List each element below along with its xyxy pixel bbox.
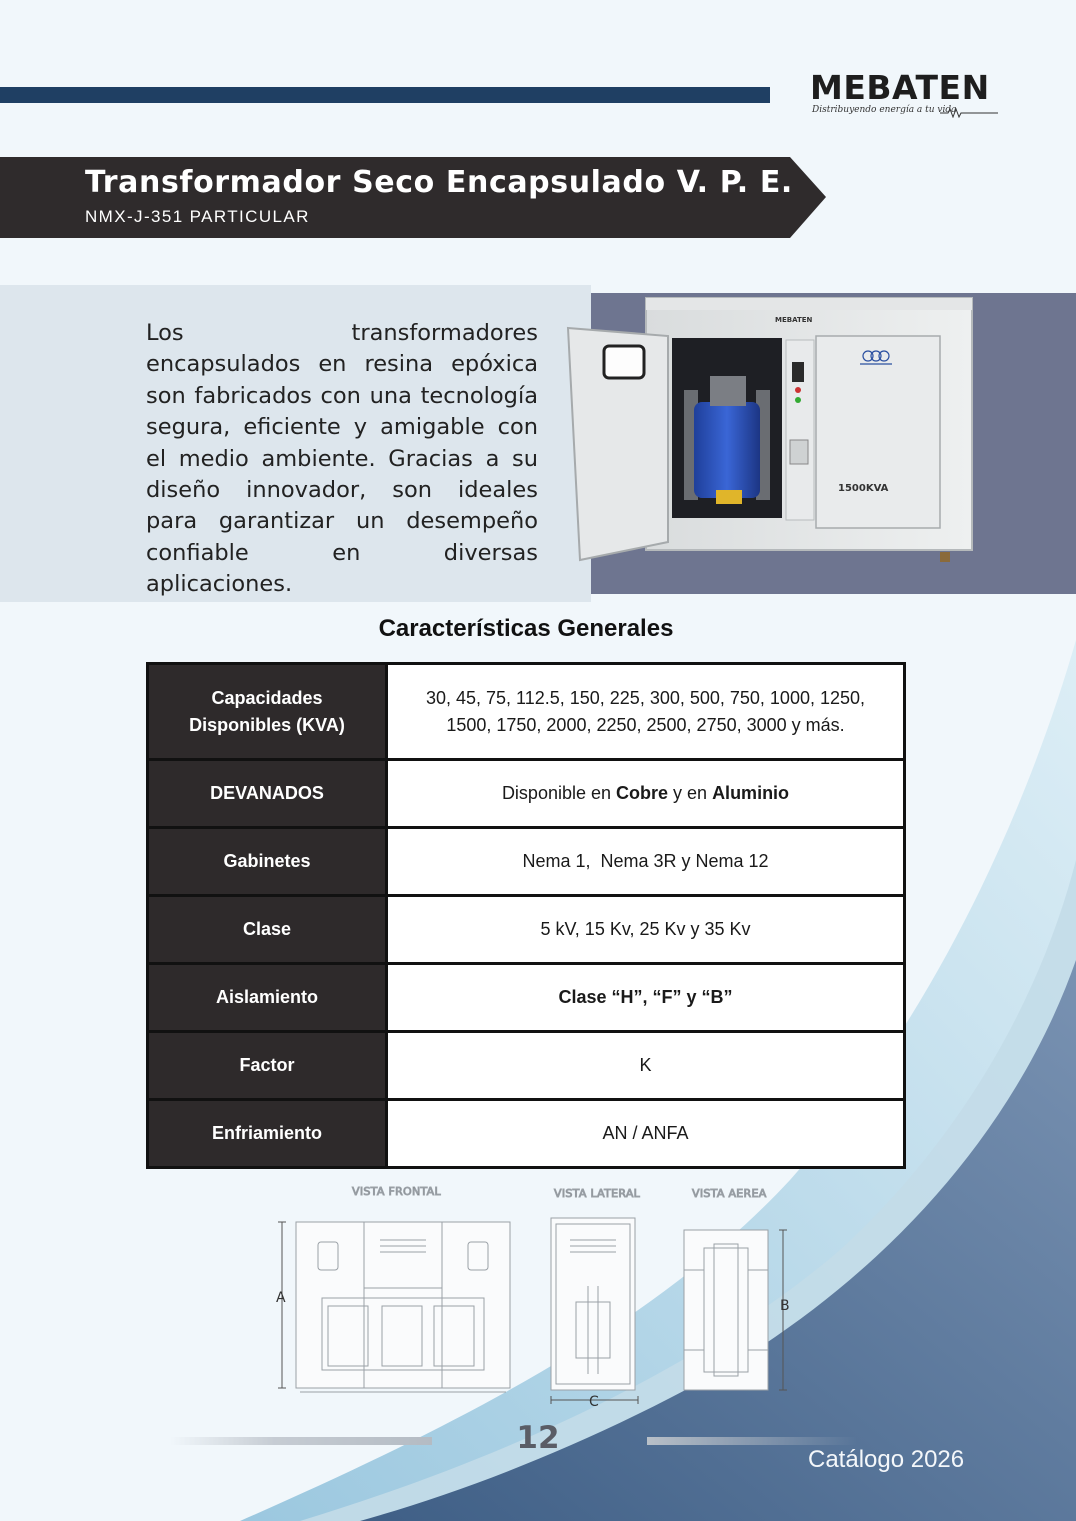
spec-value-aluminum: Aluminio: [712, 783, 790, 803]
footer-rule-left: [170, 1437, 432, 1445]
spec-label: Aislamiento: [148, 964, 387, 1032]
spec-value-copper: Cobre: [616, 783, 669, 803]
side-view-drawing: [551, 1218, 635, 1390]
catalog-label: Catálogo 2026: [808, 1446, 965, 1473]
table-row: [148, 760, 905, 828]
waveform-icon: [940, 108, 998, 118]
technical-drawings: [270, 1178, 810, 1413]
table-row: [148, 664, 905, 760]
photo-rating-label: 1500KVA: [838, 483, 889, 494]
spec-value: 5 kV, 15 Kv, 25 Kv y 35 Kv: [387, 896, 905, 964]
dimension-c-label: C: [589, 1394, 599, 1410]
footer-rule-right: [647, 1437, 857, 1445]
table-row: [148, 896, 905, 964]
page-subtitle: NMX-J-351 PARTICULAR: [85, 207, 310, 226]
table-row: [148, 1100, 905, 1168]
spec-value: Nema 1, Nema 3R y Nema 12: [387, 828, 905, 896]
front-view-label: VISTA FRONTAL: [352, 1185, 441, 1198]
top-view-drawing: [684, 1230, 768, 1390]
spec-value: Clase “H”, “F” y “B”: [387, 964, 905, 1032]
table-row: [148, 964, 905, 1032]
spec-value: [387, 760, 905, 828]
specs-table: [146, 662, 906, 1169]
spec-label: DEVANADOS: [148, 760, 387, 828]
spec-value: 30, 45, 75, 112.5, 150, 225, 300, 500, 750, 1000, 1250, 1500, 1750, 2000, 2250, 2500, 2750, 3000 y más.: [387, 664, 905, 760]
brand-tagline: Distribuyendo energía a tu vida: [812, 105, 957, 115]
dimension-a-label: A: [276, 1290, 286, 1306]
intro-paragraph: Los transformadores encapsulados en resina epóxica son fabricados con una tecnología segura, eficiente y amigable con el medio ambiente. Gracias a su diseño innovador, son ideales para garantizar un desempeño confiable en diversas aplicaciones.: [146, 320, 538, 598]
transformer-cabinet-photo: [560, 290, 980, 590]
page-number: 12: [516, 1420, 560, 1456]
table-row: [148, 1032, 905, 1100]
table-row: [148, 828, 905, 896]
front-view-drawing: [296, 1222, 510, 1392]
spec-label: Capacidades Disponibles (KVA): [148, 664, 387, 760]
dimension-b-label: B: [780, 1298, 790, 1314]
specs-heading: Características Generales: [378, 615, 674, 642]
spec-value: K: [387, 1032, 905, 1100]
photo-nameplate: MEBATEN: [775, 316, 813, 324]
spec-label: Factor: [148, 1032, 387, 1100]
top-view-label: VISTA AEREA: [692, 1187, 767, 1200]
spec-label: Enfriamiento: [148, 1100, 387, 1168]
brand-logo: [810, 68, 1002, 122]
spec-value-prefix: Disponible en: [501, 783, 617, 803]
spec-value-mid: y en: [668, 783, 713, 803]
spec-label: Clase: [148, 896, 387, 964]
top-accent-bar: [0, 87, 770, 103]
page-title: Transformador Seco Encapsulado V. P. E.: [85, 165, 793, 200]
side-view-label: VISTA LATERAL: [554, 1187, 641, 1200]
spec-value: AN / ANFA: [387, 1100, 905, 1168]
brand-logo-wordmark: MEBATEN: [810, 68, 990, 107]
spec-label: Gabinetes: [148, 828, 387, 896]
